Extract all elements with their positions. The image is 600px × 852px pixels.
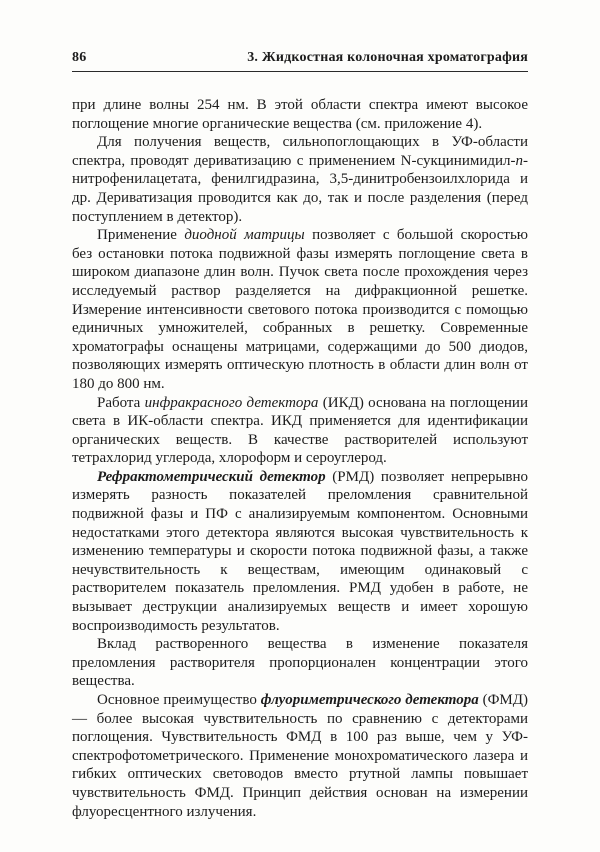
text-run: Для получения веществ, сильнопоглощающих в УФ-области спектра, проводят дериватизацию с применением N-сукцинимидил-	[72, 134, 528, 169]
paragraph	[72, 133, 528, 226]
paragraph	[72, 96, 528, 133]
emphasis-run: Рефрактометрический детектор	[97, 468, 326, 485]
page-body	[72, 96, 528, 821]
text-run: (ИКД) основана на поглощении света в ИК-области спектра. ИКД применяется для идентификации органических веществ. В качестве растворителей используют тетрахлорид углерода, хлороформ и сероуглерод.	[72, 394, 528, 467]
page-number: 86	[72, 50, 87, 65]
emphasis-run: п	[515, 152, 523, 169]
emphasis-run: инфракрасного детектора	[144, 394, 319, 411]
paragraph	[72, 691, 528, 821]
emphasis-run: диодной матрицы	[184, 227, 305, 244]
page-header	[72, 50, 528, 72]
text-run: Работа	[97, 394, 145, 411]
chapter-title: 3. Жидкостная колоночная хроматография	[247, 50, 528, 65]
text-run: Основное преимущество	[97, 692, 261, 708]
text-run: -нитрофенилацетата, фенилгидразина, 3,5-динитробензоилхлорида и др. Дериватизация проводится как до, так и после разделения (перед поступлением в детектор).	[72, 152, 528, 225]
text-run: позволяет с большой скоростью без остановки потока подвижной фазы измерять поглощение света в широком диапазоне длин волн. Пучок света после прохождения через исследуемый раствор разделяется на дифракционной решетке. Измерение интенсивности светового потока производится с помощью единичных умножителей, собранных в решетку. Современные хроматографы оснащены матрицами, содержащими до 500 диодов, позволяющих измерять оптическую плотность в области длин волн от 180 до 800 нм.	[72, 227, 528, 392]
emphasis-run: флуориметрического детектора	[260, 692, 479, 708]
paragraph	[72, 226, 528, 393]
text-run: (РМД) позволяет непрерывно измерять разность показателей преломления сравнительной подвижной фазы и ПФ с анализируемым компонентом. Основными недостатками этого детектора являются высокая чувствительность к изменению температуры и скорости потока подвижной фазы, а также нечувствительность к веществам, имеющим одинаковый с растворителем показатель преломления. РМД удобен в работе, не вызывает деструкции анализируемых веществ и имеет хорошую воспроизводимость результатов.	[72, 468, 529, 634]
text-run: (ФМД) — более высокая чувствительность по сравнению с детекторами поглощения. Чувствительность ФМД в 100 раз выше, чем у УФ-спектрофотометрического. Применение монохроматического лазера и гибких оптических световодов вместо ртутной лампы повышает чувствительность ФМД. Принцип действия основан на измерении флуоресцентного излучения.	[72, 692, 528, 820]
paragraph	[72, 394, 528, 468]
text-run: при длине волны 254 нм. В этой области спектра имеют высокое поглощение многие органические вещества (см. приложение 4).	[72, 97, 528, 132]
text-run: Применение	[97, 227, 185, 244]
text-run: Вклад растворенного вещества в изменение показателя преломления растворителя пропорционален концентрации этого вещества.	[72, 636, 528, 690]
paragraph	[72, 635, 528, 691]
paragraph	[72, 468, 528, 635]
